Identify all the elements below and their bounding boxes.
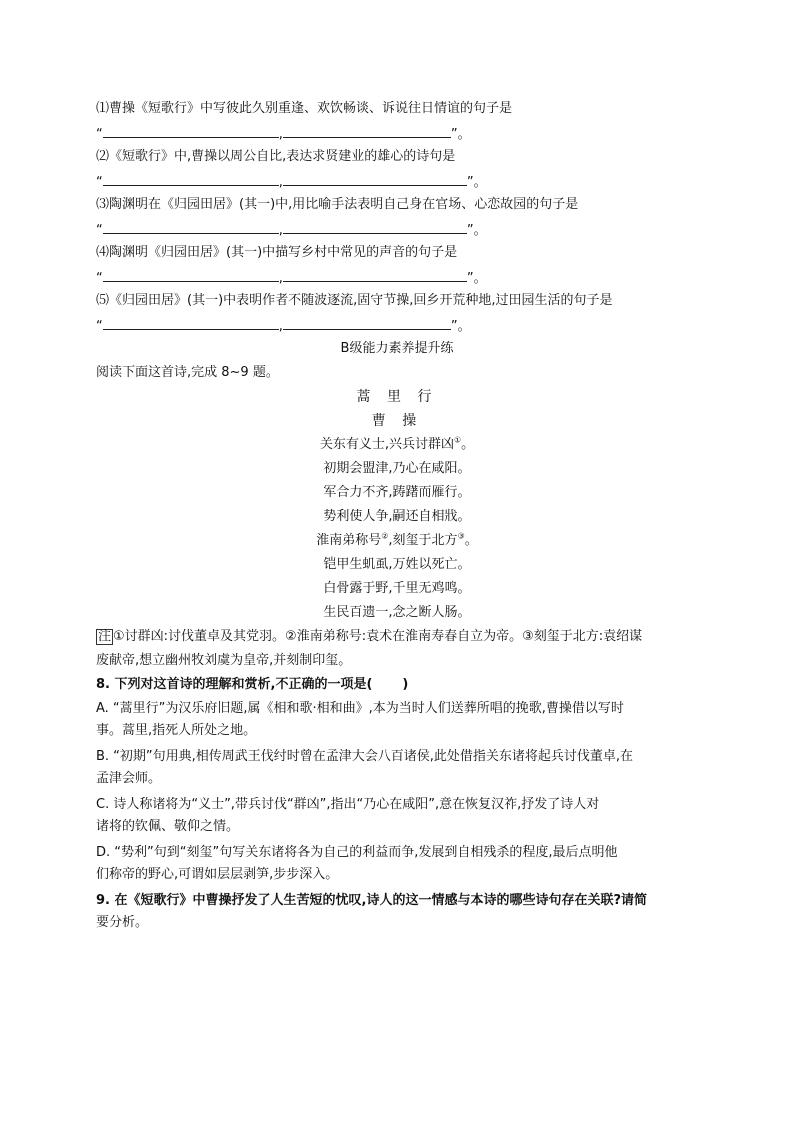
answer-blank[interactable] xyxy=(103,220,279,234)
answer-line-2: “ , ”。 xyxy=(96,172,487,192)
answer-blank[interactable] xyxy=(283,220,467,234)
answer-blank[interactable] xyxy=(103,124,279,138)
notes xyxy=(96,628,642,646)
answer-blank[interactable] xyxy=(283,316,451,330)
notes-continued: 废献帝,想立幽州牧刘虞为皇帝,并刻制印玺。 xyxy=(96,653,352,668)
poem-title: 蒿 里 行 xyxy=(356,389,438,405)
question-9-cont: 要分析。 xyxy=(96,915,149,930)
notes-label: 注 xyxy=(98,629,112,644)
option-a-cont: 事。蒿里,指死人所处之地。 xyxy=(96,723,257,738)
question-2: ⑵《短歌行》中,曹操以周公自比,表达求贤建业的雄心的诗句是 xyxy=(96,149,456,164)
answer-blank[interactable] xyxy=(103,316,279,330)
answer-blank[interactable] xyxy=(283,172,467,186)
poem-line: 初期会盟津,乃心在咸阳。 xyxy=(323,461,471,476)
section-intro: 阅读下面这首诗,完成 8~9 题。 xyxy=(96,365,279,380)
poem-line: 势利使人争,嗣还自相戕。 xyxy=(323,509,471,524)
answer-blank[interactable] xyxy=(283,268,467,282)
answer-line-4: “ , ”。 xyxy=(96,268,487,288)
answer-blank[interactable] xyxy=(103,268,279,282)
option-a: A. “蒿里行”为汉乐府旧题,属《相和歌·相和曲》,本为当时人们送葬所唱的挽歌,曹操借以写时 xyxy=(96,701,624,716)
option-d: D. “势利”句到“刻玺”句写关东诸将各为自己的利益而争,发展到自相残杀的程度,最后点明他 xyxy=(96,845,618,860)
answer-blank[interactable] xyxy=(103,172,279,186)
question-1: ⑴曹操《短歌行》中写彼此久别重逢、欢饮畅谈、诉说往日情谊的句子是 xyxy=(96,101,513,116)
section-heading: B级能力素养提升练 xyxy=(340,341,454,356)
answer-line-3: “ , ”。 xyxy=(96,220,487,240)
question-5: ⑸《归园田居》(其一)中表明作者不随波逐流,固守节操,回乡开荒种地,过田园生活的句子是 xyxy=(96,293,613,308)
poem-line: 淮南弟称号②,刻玺于北方③。 xyxy=(316,531,478,548)
answer-line-1: “ , ”。 xyxy=(96,124,471,144)
answer-blank[interactable] xyxy=(283,124,451,138)
poem-line: 军合力不齐,踌躇而雁行。 xyxy=(323,485,471,500)
option-c: C. 诗人称诸将为“义士”,带兵讨伐“群凶”,指出“乃心在咸阳”,意在恢复汉祚,抒发了诗人对 xyxy=(96,797,600,812)
poem-line: 生民百遗一,念之断人肠。 xyxy=(323,605,471,620)
poem-line: 关东有义士,兴兵讨群凶①。 xyxy=(319,435,475,452)
poem-author: 曹 操 xyxy=(371,413,423,429)
question-8: 8. 下列对这首诗的理解和赏析,不正确的一项是( ) xyxy=(96,677,409,692)
poem-line: 铠甲生虮虱,万姓以死亡。 xyxy=(323,557,471,572)
notes-text: ①讨群凶:讨伐董卓及其党羽。②淮南弟称号:袁术在淮南寿春自立为帝。③刻玺于北方:袁绍谋 xyxy=(113,629,643,644)
option-b: B. “初期”句用典,相传周武王伐纣时曾在孟津大会八百诸侯,此处借指关东诸将起兵讨伐董卓,在 xyxy=(96,749,634,764)
option-c-cont: 诸将的钦佩、敬仰之情。 xyxy=(96,819,240,834)
poem-line: 白骨露于野,千里无鸡鸣。 xyxy=(323,581,471,596)
answer-line-5: “ , ”。 xyxy=(96,316,471,336)
question-9: 9. 在《短歌行》中曹操抒发了人生苦短的忧叹,诗人的这一情感与本诗的哪些诗句存在关联?请简 xyxy=(96,893,647,908)
option-b-cont: 孟津会师。 xyxy=(96,771,162,786)
question-3: ⑶陶渊明在《归园田居》(其一)中,用比喻手法表明自己身在官场、心恋故园的句子是 xyxy=(96,197,579,212)
question-4: ⑷陶渊明《归园田居》(其一)中描写乡村中常见的声音的句子是 xyxy=(96,245,458,260)
option-d-cont: 们称帝的野心,可谓如层层剥笋,步步深入。 xyxy=(96,867,339,882)
